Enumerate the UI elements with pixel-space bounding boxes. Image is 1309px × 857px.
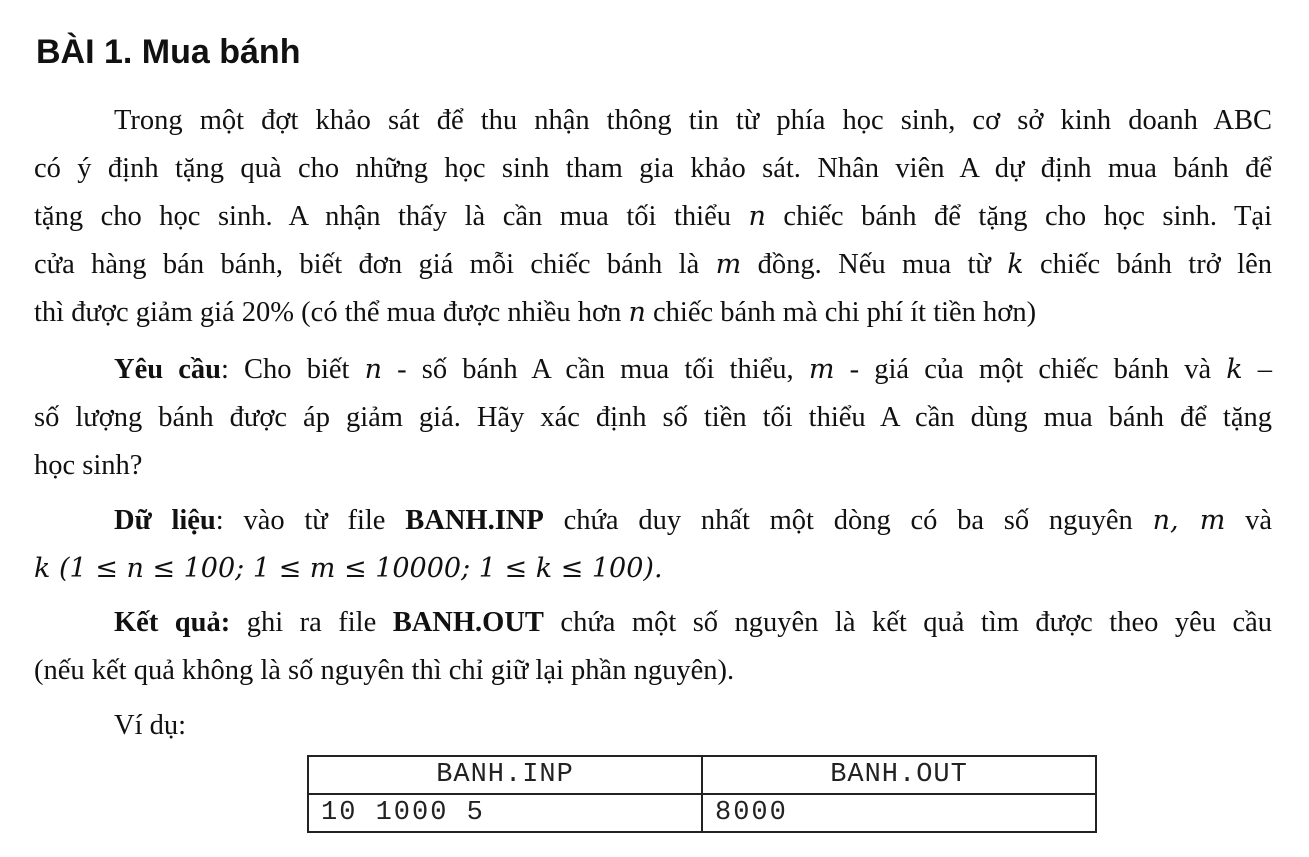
output-file-name: BANH.OUT [392,607,544,638]
input-paragraph [34,497,1272,593]
var-m: m [715,249,742,280]
intro-line-5: thì được giảm giá 20% (có thể mua được nhiều hơn n chiếc bánh mà chi phí ít tiền hơn) [34,297,1037,328]
problem-title: BÀI 1. Mua bánh [36,33,301,71]
example-table [307,755,1097,833]
example-header-input: BANH.INP [308,756,702,794]
var-k: k [1007,249,1024,280]
input-line-1: Dữ liệu: vào từ file BANH.INP chứa duy nhất một dòng có ba số nguyên n, m và [114,505,1273,536]
example-label: Ví dụ: [114,710,187,741]
requirement-line-1: Yêu cầu: Cho biết n - số bánh A cần mua tối thiểu, m - giá của một chiếc bánh và k – [114,354,1273,385]
requirement-line-3: học sinh? [34,450,143,481]
output-label: Kết quả: [114,607,231,638]
requirement-paragraph [34,346,1272,490]
input-label: Dữ liệu [114,505,216,536]
intro-line-4: cửa hàng bán bánh, biết đơn giá mỗi chiếc bánh là m đồng. Nếu mua từ k chiếc bánh trở lên [34,249,1272,280]
var-n: n [748,201,766,232]
output-line-1: Kết quả: ghi ra file BANH.OUT chứa một số nguyên là kết quả tìm được theo yêu cầu [114,607,1272,638]
example-output-cell: 8000 [702,794,1096,832]
example-header-output: BANH.OUT [702,756,1096,794]
requirement-line-2: số lượng bánh được áp giảm giá. Hãy xác định số tiền tối thiểu A cần dùng mua bánh để tặng [34,402,1272,433]
requirement-label: Yêu cầu [114,354,221,385]
output-paragraph [34,599,1272,695]
example-header-row [308,756,1096,794]
intro-line-2: có ý định tặng quà cho những học sinh tham gia khảo sát. Nhân viên A dự định mua bánh để [34,153,1272,184]
intro-line-3: tặng cho học sinh. A nhận thấy là cần mua tối thiểu n chiếc bánh để tặng cho học sinh. Tại [34,201,1272,232]
table-row [308,794,1096,832]
input-file-name: BANH.INP [405,505,544,536]
output-line-2: (nếu kết quả không là số nguyên thì chỉ giữ lại phần nguyên). [34,655,735,686]
example-input-cell: 10 1000 5 [308,794,702,832]
intro-line-1: Trong một đợt khảo sát để thu nhận thông tin từ phía học sinh, cơ sở kinh doanh ABC [114,105,1272,136]
input-constraints: k (1 ≤ n ≤ 100; 1 ≤ m ≤ 10000; 1 ≤ k ≤ 100). [34,553,663,584]
intro-paragraph [34,97,1272,337]
